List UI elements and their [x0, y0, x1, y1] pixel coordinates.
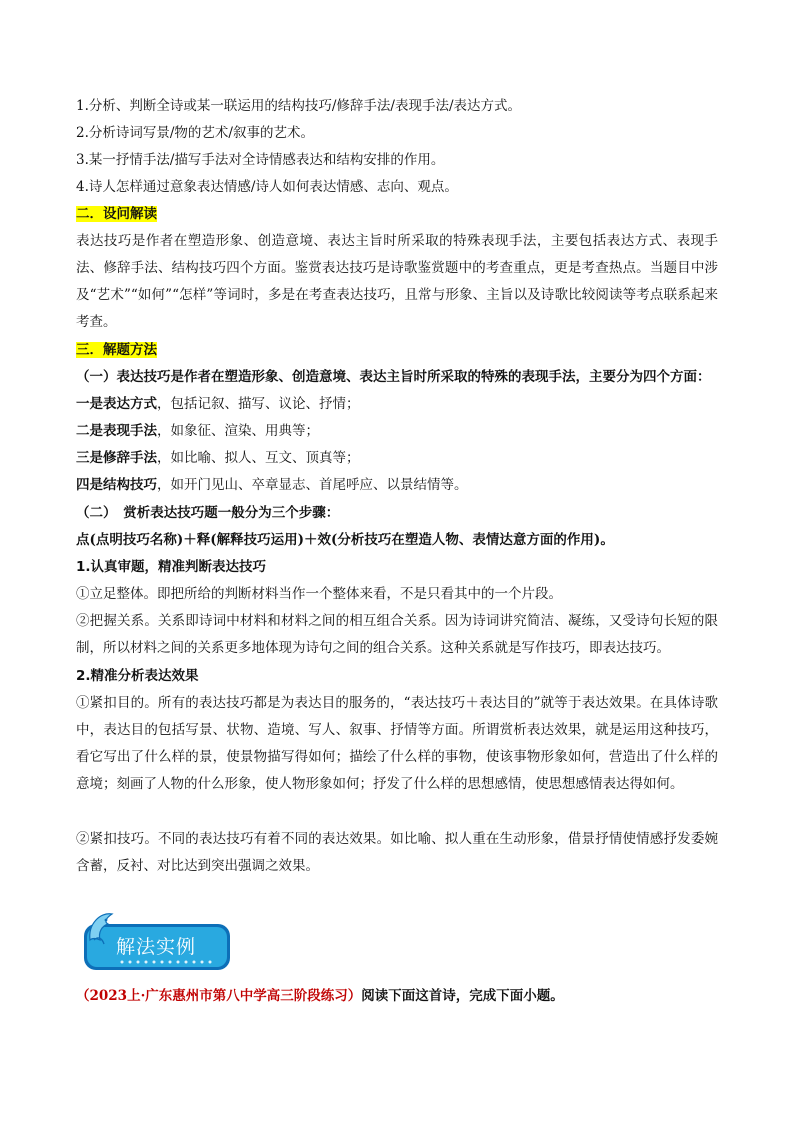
step2-paragraph-1: ①紧扣目的。所有的表达技巧都是为表达目的服务的，“表达技巧＋表达目的”就等于表达效果。在具体诗歌中，表达目的包括写景、状物、造境、写人、叙事、抒情等方面。所谓赏析表达效果，就是运用这种技巧，看它写出了什么样的景，使景物描写得如何；描绘了什么样的事物，使该事物形象如何，营造出了什么样的意境；刻画了人物的什么形象，使人物形象如何；抒发了什么样的思想感情，使思想感情表达得如何。 [76, 695, 718, 792]
step2-title: 2.精准分析表达效果 [76, 668, 199, 684]
solution-example-badge [82, 910, 232, 974]
method-item-3-text: ，如比喻、拟人、互文、顶真等； [157, 450, 360, 466]
intro-item-1: 1.分析、判断全诗或某一联运用的结构技巧/修辞手法/表现手法/表达方式。 [76, 98, 522, 114]
method-item-2 [76, 421, 718, 441]
section-heading-2 [76, 204, 718, 224]
section-heading-2-text: 二．设问解读 [76, 206, 157, 222]
method-item-2-label: 二是表现手法 [76, 423, 157, 439]
section-heading-3-text: 三．解题方法 [76, 342, 157, 358]
example-instruction: 阅读下面这首诗，完成下面小题。 [361, 988, 564, 1004]
part2-title: （二） 赏析表达技巧题一般分为三个步骤： [76, 505, 340, 521]
formula-line: 点(点明技巧名称)＋释(解释技巧运用)＋效(分析技巧在塑造人物、表情达意方面的作用)。 [76, 532, 614, 548]
method-item-1-text: ，包括记叙、描写、议论、抒情； [157, 396, 360, 412]
method-item-4 [76, 475, 718, 495]
intro-item-4: 4.诗人怎样通过意象表达情感/诗人如何表达情感、志向、观点。 [76, 179, 458, 195]
step1-paragraph-1: ①立足整体。即把所给的判断材料当作一个整体来看，不是只看其中的一个片段。 [76, 586, 562, 602]
section-2-body: 表达技巧是作者在塑造形象、创造意境、表达主旨时所采取的特殊表现手法，主要包括表达方式、表现手法、修辞手法、结构技巧四个方面。鉴赏表达技巧是诗歌鉴赏题中的考查重点，更是考查热点。当题目中涉及“艺术”“如何”“怎样”等词时，多是在考查表达技巧，且常与形象、主旨以及诗歌比较阅读等考点联系起来考查。 [76, 233, 718, 330]
method-item-4-text: ，如开门见山、卒章显志、首尾呼应、以景结情等。 [157, 477, 468, 493]
method-item-3 [76, 448, 718, 468]
method-item-1 [76, 394, 718, 414]
method-item-2-text: ，如象征、渲染、用典等； [157, 423, 319, 439]
example-source: （2023上·广东惠州市第八中学高三阶段练习） [76, 988, 362, 1004]
step1-paragraph-2: ②把握关系。关系即诗词中材料和材料之间的相互组合关系。因为诗词讲究简洁、凝练，又受诗句长短的限制，所以材料之间的关系更多地体现为诗句之间的组合关系。这种关系就是写作技巧，即表达技巧。 [76, 613, 718, 656]
method-item-3-label: 三是修辞手法 [76, 450, 157, 466]
step2-paragraph-2: ②紧扣技巧。不同的表达技巧有着不同的表达效果。如比喻、拟人重在生动形象，借景抒情使情感抒发委婉含蓄，反衬、对比达到突出强调之效果。 [76, 831, 718, 874]
step1-title: 1.认真审题，精准判断表达技巧 [76, 559, 267, 575]
badge-label: 解法实例 [116, 936, 197, 958]
part1-title: （一）表达技巧是作者在塑造形象、创造意境、表达主旨时所采取的特殊的表现手法，主要分为四个方面： [76, 369, 711, 385]
intro-item-2: 2.分析诗词写景/物的艺术/叙事的艺术。 [76, 125, 314, 141]
intro-item-3: 3.某一抒情手法/描写手法对全诗情感表达和结构安排的作用。 [76, 152, 445, 168]
example-line [76, 986, 718, 1006]
method-item-1-label: 一是表达方式 [76, 396, 157, 412]
section-heading-3 [76, 340, 718, 360]
method-item-4-label: 四是结构技巧 [76, 477, 157, 493]
